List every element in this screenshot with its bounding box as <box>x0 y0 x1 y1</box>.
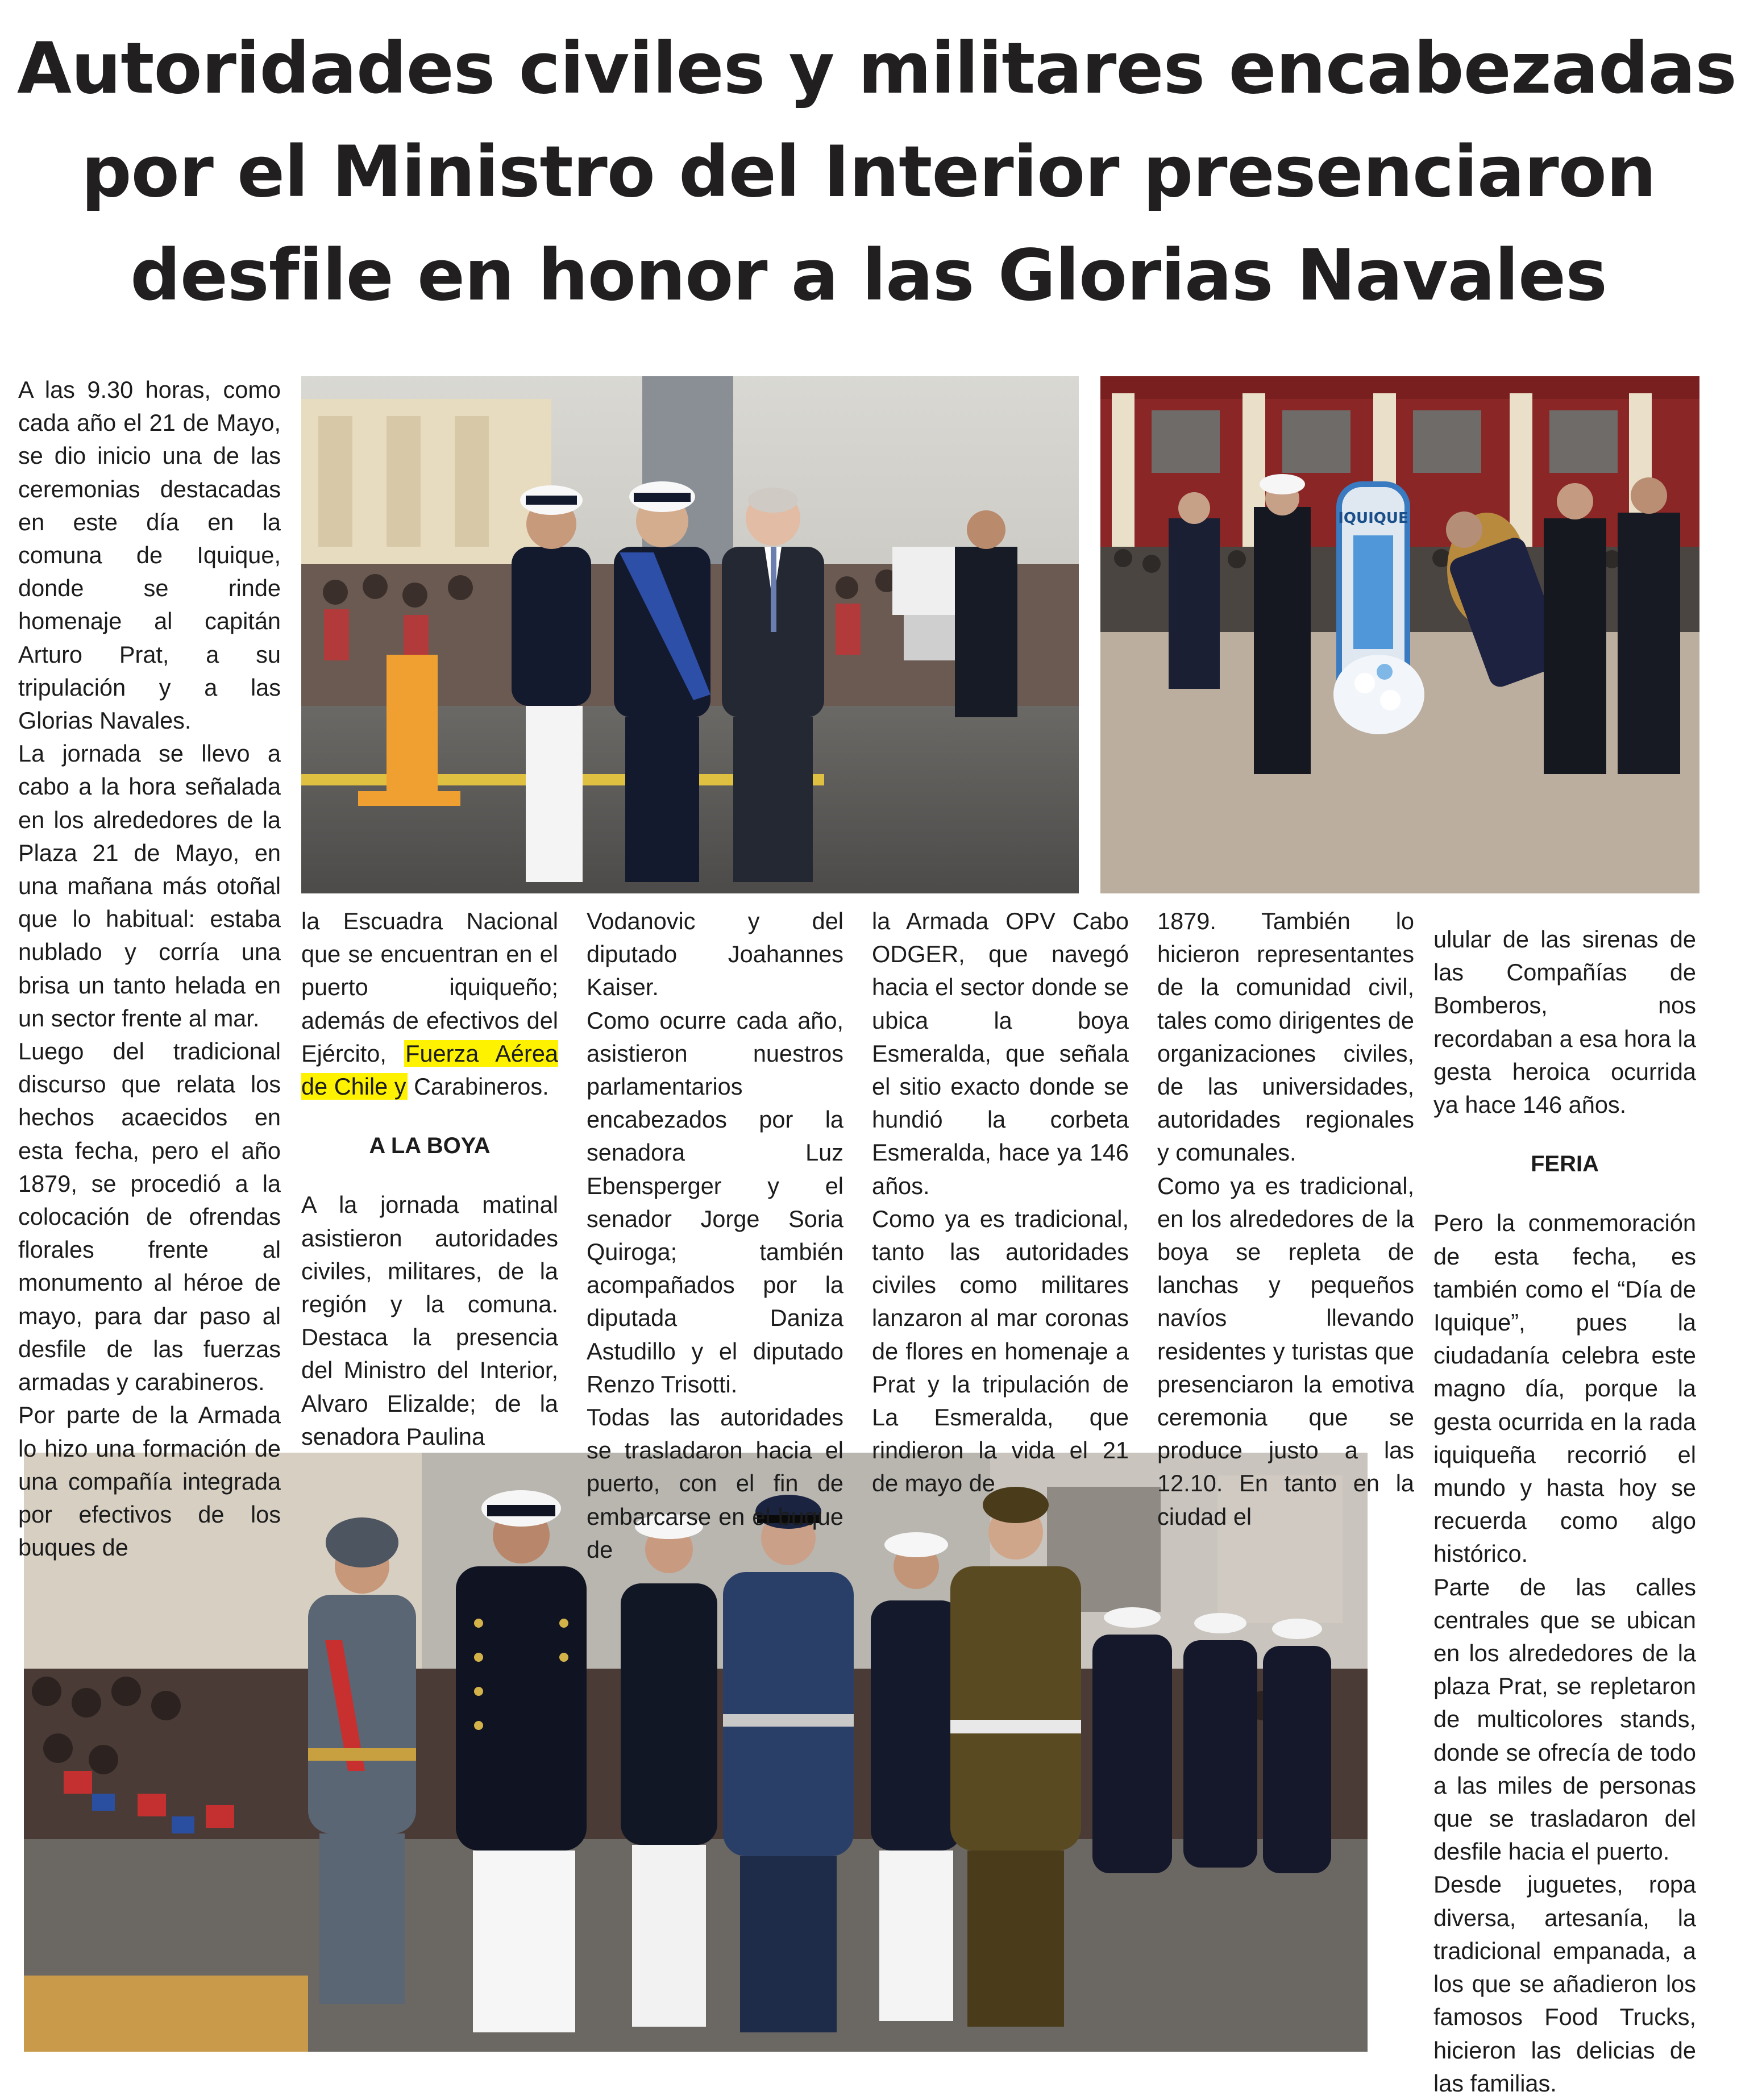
photo-officers-marching <box>301 376 1079 893</box>
col6-paragraph-3: Parte de las calles centrales que se ubican en los alrededores de la plaza Prat, se repletaron de multicolores stands, donde se ofrecía de todo a las miles de personas que se trasladaron del desfile hacia el puerto. <box>1433 1573 1696 1865</box>
col2-paragraph-1-text: la Escuadra Nacional que se encuentran en el puerto iquiqueño; además de efectivos del Ejército, <box>301 908 558 1067</box>
col3-paragraph-1: Vodanovic y del diputado Joahannes Kaiser. <box>587 908 843 1001</box>
photo-wreath-laying <box>1100 376 1699 893</box>
col5-paragraph-2: Como ya es tradicional, en los alrededores de la boya se repleta de lanchas y pequeños navíos llevando residentes y turistas que presenciaron la emotiva ceremonia que se produce justo a las 12.10. En tanto en la ciudad el <box>1157 1172 1414 1530</box>
wreath-sign-text: IQUIQUE <box>1338 510 1408 527</box>
col1-paragraph-4: Por parte de la Armada lo hizo una formación de una compañía integrada por efectivos de los buques de <box>18 1402 281 1561</box>
col6-paragraph-4: Desde juguetes, ropa diversa, artesanía, la tradicional empanada, a los que se añadieron los famosos Food Trucks, hicieron las delicias de las familias. <box>1433 1871 1696 2097</box>
subhead-a-la-boya: A LA BOYA <box>369 1133 491 1159</box>
col3-paragraph-3: Todas las autoridades se trasladaron hacia el puerto, con el fin de embarcarse en el buque de <box>587 1404 843 1563</box>
col4-paragraph-1: la Armada OPV Cabo ODGER, que navegó hacia el sector donde se ubica la boya Esmeralda, que señala el sitio exacto donde se hundió la corbeta Esmeralda, hace ya 146 años. <box>872 908 1129 1199</box>
article-column-5 <box>1157 905 1414 1533</box>
article-column-3 <box>587 905 843 1566</box>
headline-line-1: Autoridades civiles y militares encabezadas <box>17 28 1736 110</box>
col3-paragraph-2: Como ocurre cada año, asistieron nuestros parlamentarios encabezados por la senadora Luz Ebensperger y el senador Jorge Soria Quiroga; también acompañados por la diputada Daniza Astudillo y el diputado Renzo Trisotti. <box>587 1007 843 1398</box>
col1-paragraph-1: A las 9.30 horas, como cada año el 21 de Mayo, se dio inicio una de las ceremonias destacadas en este día en la comuna de Iquique, donde se rinde homenaje al capitán Arturo Prat, a su tripulación y a las Glorias Navales. <box>18 376 281 734</box>
photo-officers-marching-image <box>301 376 1079 893</box>
subhead-feria: FERIA <box>1531 1151 1599 1177</box>
col1-paragraph-2: La jornada se llevo a cabo a la hora señalada en los alrededores de la Plaza 21 de Mayo, en una mañana más otoñal que lo habitual: estaba nublado y corría una brisa un tanto helada en un sector frente al mar. <box>18 740 281 1032</box>
headline-line-3: desfile en honor a las Glorias Navales <box>130 235 1607 317</box>
headline <box>17 17 1736 327</box>
col1-paragraph-3: Luego del tradicional discurso que relata los hechos acaecidos en esta fecha, pero el año 1879, se procedió a la colocación de ofrendas florales frente al monumento al héroe de mayo, para dar paso al desfile de las fuerzas armadas y carabineros. <box>18 1038 281 1396</box>
headline-line-2: por el Ministro del Interior presenciaron <box>81 131 1656 213</box>
article-column-6 <box>1433 923 1696 2100</box>
col2-paragraph-2: A la jornada matinal asistieron autoridades civiles, militares, de la región y la comuna. Destaca la presencia del Ministro del Interior, Alvaro Elizalde; de la senadora Paulina <box>301 1191 558 1450</box>
col6-paragraph-2: Pero la conmemoración de esta fecha, es también como el “Día de Iquique”, pues la ciudadanía celebra este magno día, porque la gesta ocurrida en la rada iquiqueña recorrió el mundo y hasta hoy se recuerda como algo histórico. <box>1433 1209 1696 1567</box>
col4-paragraph-2: Como ya es tradicional, tanto las autoridades civiles como militares lanzaron al mar coronas de flores en homenaje a Prat y la tripulación de La Esmeralda, que rindieron la vida el 21 de mayo de <box>872 1205 1129 1497</box>
article-column-2 <box>301 905 558 1453</box>
col5-paragraph-1: 1879. También lo hicieron representantes de la comunidad civil, tales como dirigentes de organizaciones civiles, de las universidades, autoridades regionales y comunales. <box>1157 908 1414 1166</box>
highlighted-text: Fuerza Aérea de Chile y <box>301 1039 558 1100</box>
photo-wreath-laying-image <box>1100 376 1699 893</box>
article-column-1 <box>18 373 281 1564</box>
col2-paragraph-1-end: Carabineros. <box>414 1073 549 1100</box>
col6-paragraph-1: ulular de las sirenas de las Compañías de Bomberos, nos recordaban a esa hora la gesta heroica ocurrida ya hace 146 años. <box>1433 926 1696 1118</box>
col2-paragraph-1 <box>301 905 558 1103</box>
article-column-4 <box>872 905 1129 1500</box>
